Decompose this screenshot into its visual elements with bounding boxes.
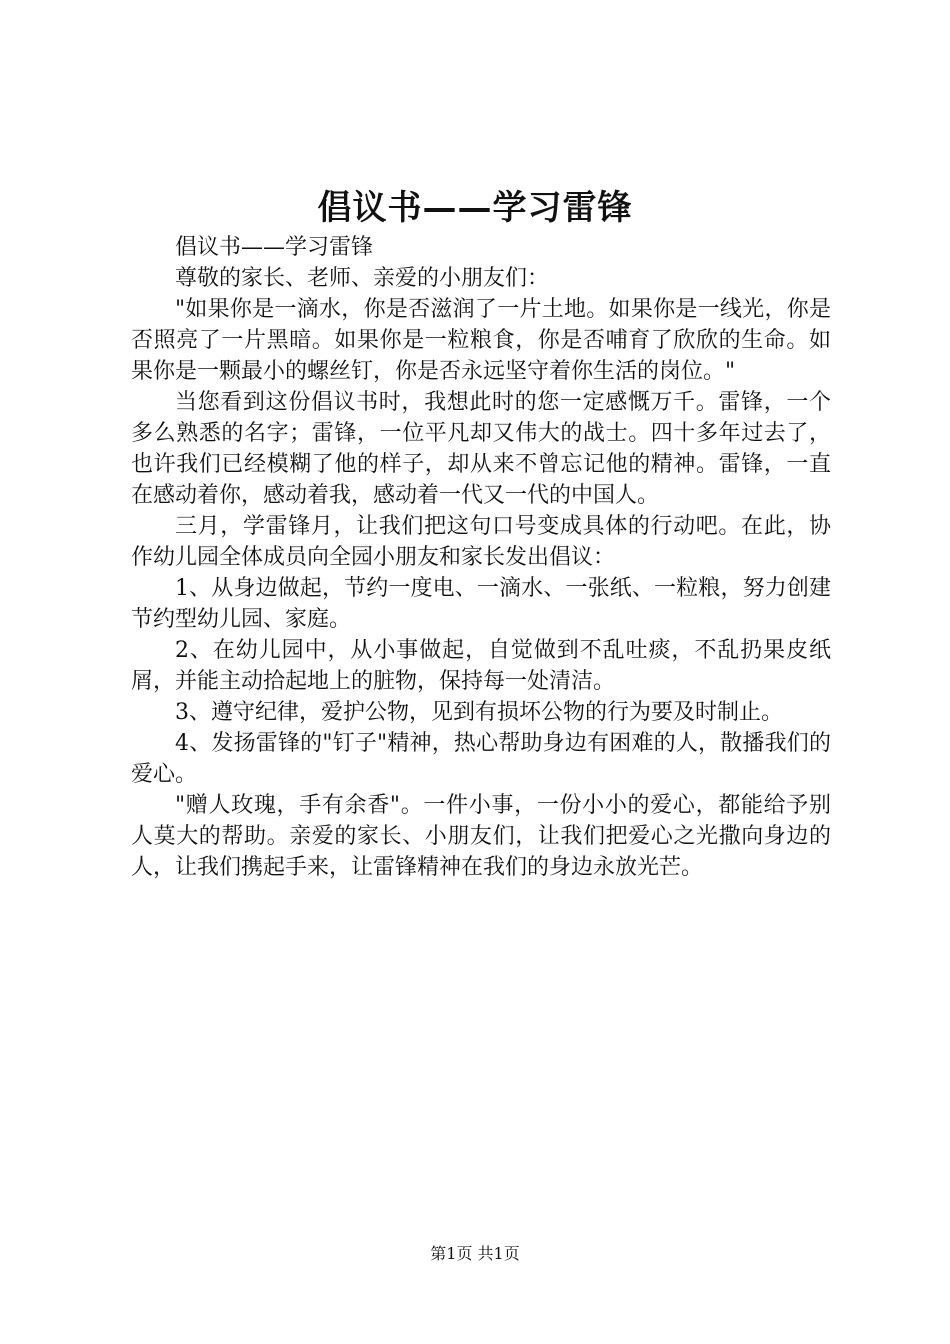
page-footer: 第1页 共1页 xyxy=(430,1244,520,1263)
document-body xyxy=(131,232,831,883)
paragraph-item-2: 2、在幼儿园中，从小事做起，自觉做到不乱吐痰，不乱扔果皮纸屑，并能主动拾起地上的脏物，保持每一处清洁。 xyxy=(131,638,831,694)
paragraph-subtitle: 倡议书——学习雷锋 xyxy=(175,235,374,260)
paragraph-item-3: 3、遵守纪律，爱护公物，见到有损坏公物的行为要及时制止。 xyxy=(175,700,783,725)
paragraph-item-4: 4、发扬雷锋的"钉子"精神，热心帮助身边有困难的人，散播我们的爱心。 xyxy=(131,731,831,787)
document-title: 倡议书——学习雷锋 xyxy=(317,188,633,228)
paragraph-quote: "如果你是一滴水，你是否滋润了一片土地。如果你是一线光，你是否照亮了一片黑暗。如果你是一粒粮食，你是否哺育了欣欣的生命。如果你是一颗最小的螺丝钉，你是否永远坚守着你生活的岗位。" xyxy=(131,297,831,384)
paragraph-salutation: 尊敬的家长、老师、亲爱的小朋友们： xyxy=(175,266,550,291)
paragraph-intro: 当您看到这份倡议书时，我想此时的您一定感慨万千。雷锋，一个多么熟悉的名字；雷锋，一位平凡却又伟大的战士。四十多年过去了，也许我们已经模糊了他的样子，却从来不曾忘记他的精神。雷锋，一直在感动着你，感动着我，感动着一代又一代的中国人。 xyxy=(131,390,831,508)
paragraph-closing: "赠人玫瑰，手有余香"。一件小事，一份小小的爱心，都能给予别人莫大的帮助。亲爱的家长、小朋友们，让我们把爱心之光撒向身边的人，让我们携起手来，让雷锋精神在我们的身边永放光芒。 xyxy=(131,793,831,880)
paragraph-call: 三月，学雷锋月，让我们把这句口号变成具体的行动吧。在此，协作幼儿园全体成员向全园小朋友和家长发出倡议： xyxy=(131,514,831,570)
paragraph-item-1: 1、从身边做起，节约一度电、一滴水、一张纸、一粒粮，努力创建节约型幼儿园、家庭。 xyxy=(131,576,831,632)
